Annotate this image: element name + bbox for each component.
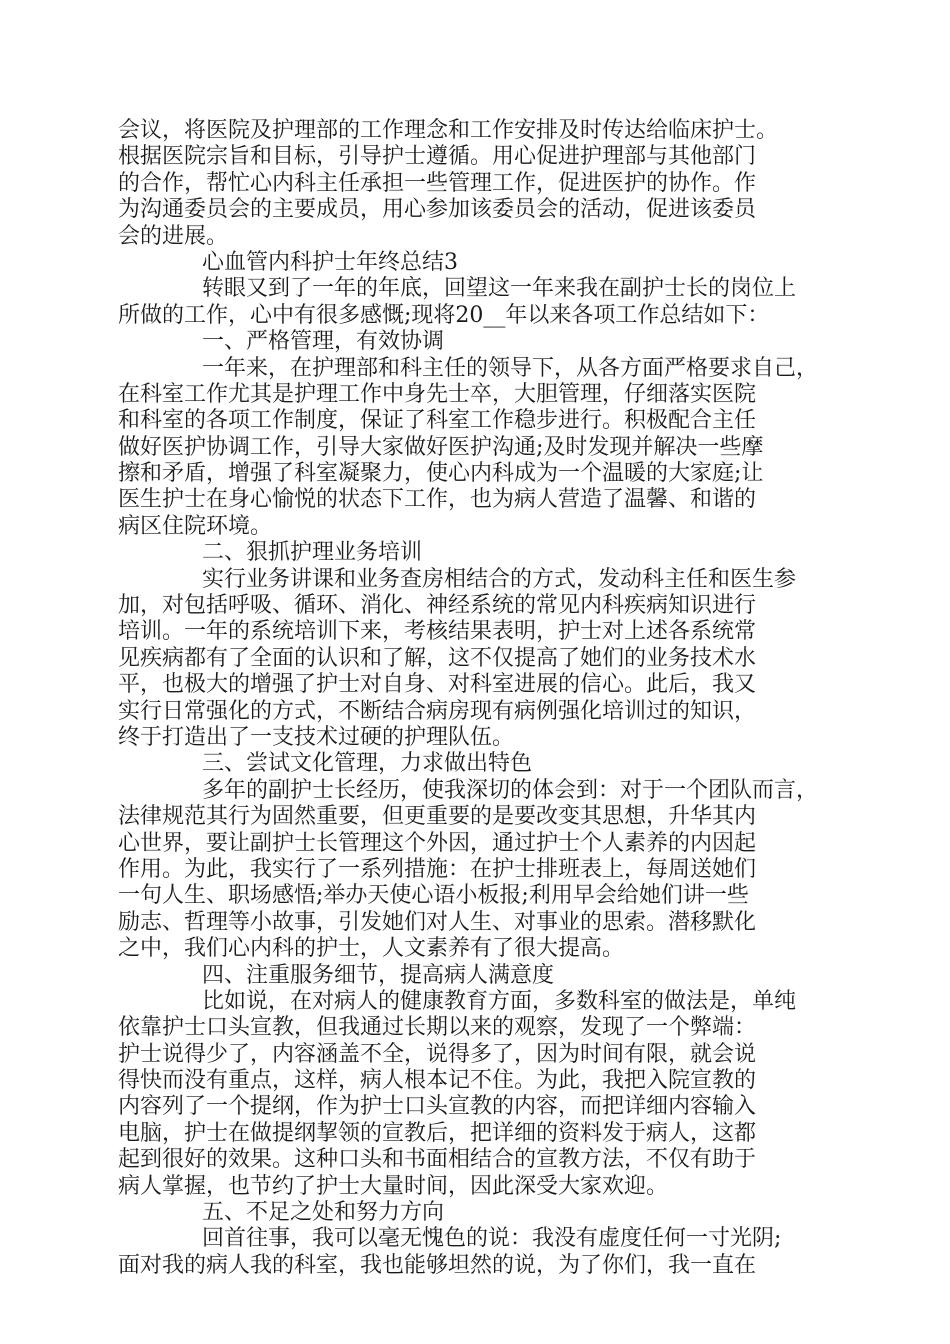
- paragraph-first-line: 二、狠抓护理业务培训: [202, 540, 423, 566]
- document-body: [118, 118, 818, 1279]
- text-line: 作用。为此，我实行了一系列措施：在护士排班表上，每周送她们: [118, 856, 757, 882]
- text-line: 心世界，要让副护士长管理这个外因，通过护士个人素养的内因起: [118, 830, 757, 856]
- paragraph-first-line: 一、严格管理，有效协调: [202, 329, 445, 355]
- text-line: 擦和矛盾，增强了科室凝聚力，使心内科成为一个温暖的大家庭;让: [118, 461, 764, 487]
- paragraph-first-line: 转眼又到了一年的年底，回望这一年来我在副护士长的岗位上: [202, 276, 797, 302]
- paragraph-first-line: 实行业务讲课和业务查房相结合的方式，发动科主任和医生参: [202, 566, 797, 592]
- text-line: 一句人生、职场感悟;举办天使心语小板报;利用早会给她们讲一些: [118, 883, 749, 909]
- text-line: 见疾病都有了全面的认识和了解，这不仅提高了她们的业务技术水: [118, 645, 757, 671]
- text-line: 医生护士在身心愉悦的状态下工作，也为病人营造了温馨、和谐的: [118, 487, 757, 513]
- text-line: 电脑，护士在做提纲挈领的宣教后，把详细的资料发于病人，这都: [118, 1120, 757, 1146]
- text-line: 根据医院宗旨和目标，引导护士遵循。用心促进护理部与其他部门: [118, 144, 757, 170]
- text-line: 会的进展。: [118, 223, 229, 249]
- text-line: 在科室工作尤其是护理工作中身先士卒，大胆管理，仔细落实医院: [118, 381, 757, 407]
- text-line: 所做的工作，心中有很多感慨;现将20__年以来各项工作总结如下：: [118, 302, 770, 328]
- text-line: 培训。一年的系统培训下来，考核结果表明，护士对上述各系统常: [118, 619, 757, 645]
- text-line: 之中，我们心内科的护士，人文素养有了很大提高。: [118, 936, 625, 962]
- text-line: 起到很好的效果。这种口头和书面相结合的宣教方法，不仅有助于: [118, 1147, 757, 1173]
- paragraph-first-line: 回首往事，我可以毫无愧色的说：我没有虚度任何一寸光阴;: [202, 1226, 782, 1252]
- text-line: 内容列了一个提纲，作为护士口头宣教的内容，而把详细内容输入: [118, 1094, 757, 1120]
- text-line: 平，也极大的增强了护士对自身、对科室进展的信心。此后，我又: [118, 672, 757, 698]
- paragraph-first-line: 五、不足之处和努力方向: [202, 1200, 445, 1226]
- text-line: 加，对包括呼吸、循环、消化、神经系统的常见内科疾病知识进行: [118, 593, 757, 619]
- text-line: 的合作，帮忙心内科主任承担一些管理工作，促进医护的协作。作: [118, 170, 757, 196]
- text-line: 得快而没有重点，这样，病人根本记不住。为此，我把入院宣教的: [118, 1068, 757, 1094]
- text-line: 面对我的病人我的科室，我也能够坦然的说，为了你们，我一直在: [118, 1252, 757, 1278]
- text-line: 病人掌握，也节约了护士大量时间，因此深受大家欢迎。: [118, 1173, 669, 1199]
- paragraph-first-line: 四、注重服务细节，提高病人满意度: [202, 962, 555, 988]
- text-line: 励志、哲理等小故事，引发她们对人生、对事业的思索。潜移默化: [118, 909, 757, 935]
- text-line: 终于打造出了一支技术过硬的护理队伍。: [118, 724, 515, 750]
- paragraph-first-line: 一年来，在护理部和科主任的领导下，从各方面严格要求自己，: [202, 355, 819, 381]
- text-line: 会议，将医院及护理部的工作理念和工作安排及时传达给临床护士。: [118, 118, 779, 143]
- text-line: 依靠护士口头宣教，但我通过长期以来的观察，发现了一个弊端：: [118, 1015, 757, 1041]
- paragraph-first-line: 多年的副护士长经历，使我深切的体会到：对于一个团队而言，: [202, 777, 819, 803]
- text-line: 和科室的各项工作制度，保证了科室工作稳步进行。积极配合主任: [118, 408, 757, 434]
- paragraph-first-line: 三、尝试文化管理，力求做出特色: [202, 751, 533, 777]
- paragraph-first-line: 比如说，在对病人的健康教育方面，多数科室的做法是，单纯: [202, 988, 797, 1014]
- text-line: 护士说得少了，内容涵盖不全，说得多了，因为时间有限，就会说: [118, 1041, 757, 1067]
- text-line: 为沟通委员会的主要成员，用心参加该委员会的活动，促进该委员: [118, 197, 757, 223]
- text-line: 法律规范其行为固然重要，但更重要的是要改变其思想，升华其内: [118, 804, 757, 830]
- text-line: 实行日常强化的方式，不断结合病房现有病例强化培训过的知识，: [118, 698, 757, 724]
- paragraph-first-line: 心血管内科护士年终总结3: [202, 249, 458, 275]
- text-line: 病区住院环境。: [118, 513, 273, 539]
- text-line: 做好医护协调工作，引导大家做好医护沟通;及时发现并解决一些摩: [118, 434, 764, 460]
